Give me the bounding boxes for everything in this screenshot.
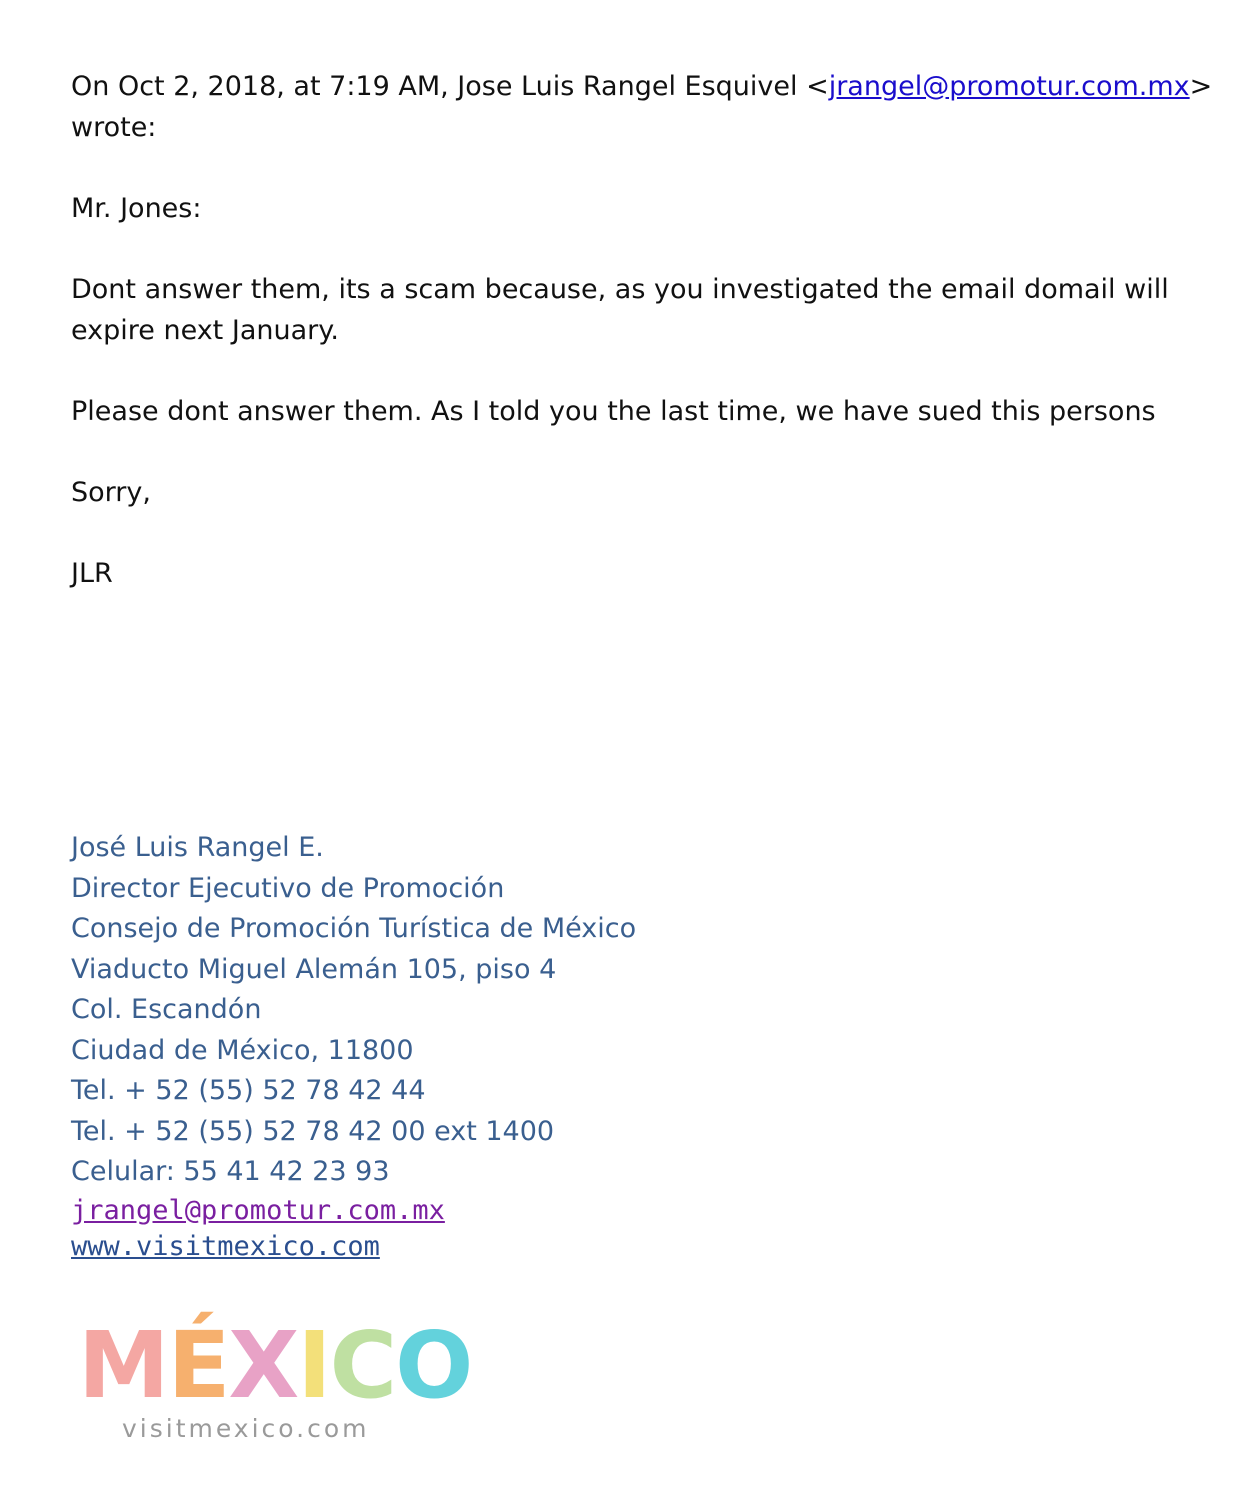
- salutation: Mr. Jones:: [71, 193, 202, 224]
- quote-header-wrote: wrote:: [71, 112, 157, 143]
- signature-title: Director Ejecutivo de Promoción: [71, 872, 505, 904]
- mexico-logo-letter: M: [78, 1312, 168, 1419]
- signature-phone-2: Tel. + 52 (55) 52 78 42 00 ext 1400: [71, 1115, 555, 1147]
- signature-address-city: Ciudad de México, 11800: [71, 1034, 414, 1066]
- mexico-logo: [70, 1300, 480, 1460]
- closing: Sorry,: [71, 477, 151, 508]
- mexico-logo-letter: C: [329, 1312, 396, 1419]
- signature-email-link[interactable]: jrangel@promotur.com.mx: [71, 1194, 445, 1226]
- signature-name: José Luis Rangel E.: [71, 832, 324, 863]
- mexico-logo-subtitle: visitmexico.com: [122, 1414, 370, 1443]
- email-signature: [71, 828, 871, 1265]
- signature-phone-1: Tel. + 52 (55) 52 78 42 44: [71, 1075, 426, 1106]
- paragraph-do-not-answer: Please dont answer them. As I told you the last time, we have sued this persons: [71, 396, 1156, 427]
- email-body: [71, 66, 1221, 634]
- mexico-logo-letter: O: [395, 1312, 472, 1419]
- quote-header-suffix: >: [1189, 71, 1213, 102]
- initials: JLR: [71, 558, 113, 589]
- signature-organization: Consejo de Promoción Turística de México: [71, 913, 637, 944]
- signature-address-street: Viaducto Miguel Alemán 105, piso 4: [71, 953, 557, 985]
- mexico-logo-letter: É: [167, 1312, 229, 1419]
- signature-address-colony: Col. Escandón: [71, 994, 262, 1025]
- signature-website-link[interactable]: www.visitmexico.com: [71, 1230, 380, 1262]
- mexico-logo-wordmark: [78, 1312, 472, 1419]
- signature-mobile: Celular: 55 41 42 23 93: [71, 1156, 390, 1187]
- sender-email-link[interactable]: jrangel@promotur.com.mx: [828, 71, 1190, 102]
- quote-header-prefix: On Oct 2, 2018, at 7:19 AM, Jose Luis Rangel Esquivel <: [71, 71, 829, 102]
- mexico-logo-letter: X: [228, 1312, 298, 1419]
- quote-header: [71, 66, 1221, 148]
- paragraph-scam-warning: Dont answer them, its a scam because, as you investigated the email domail will expire next January.: [71, 274, 1169, 346]
- mexico-logo-letter: I: [297, 1312, 330, 1419]
